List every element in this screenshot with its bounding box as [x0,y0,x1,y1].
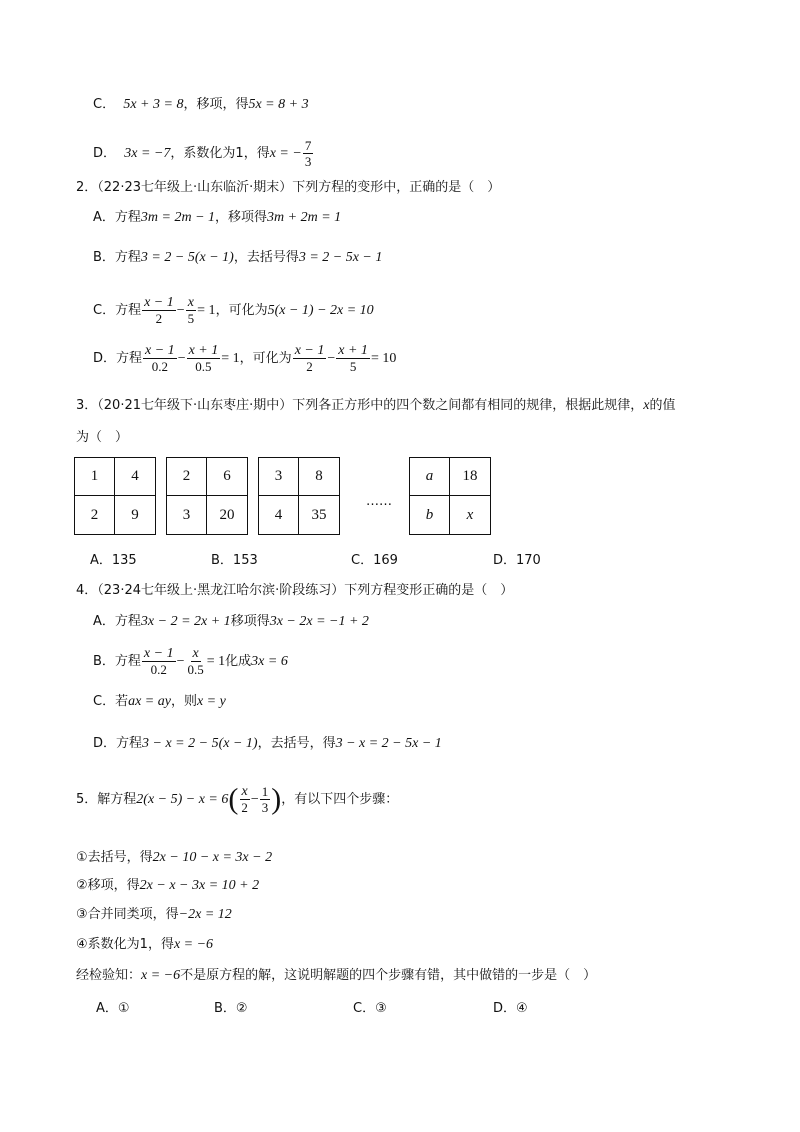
square-cell: 3 [259,458,299,496]
q4-option-b[interactable]: B．方程 $\frac{x - 1}{0.2}$ − $\frac{x}{0.5}$ = 1化成3x = 6 [93,646,288,677]
square-cell: 4 [115,458,155,496]
square-cell: 2 [75,496,115,534]
q5-option-d[interactable]: D．④ [493,1001,528,1016]
q3-square-3 [258,457,340,535]
q2-option-c[interactable]: C．方程 $\frac{x - 1}{2}$ − $\frac{x}{5}$ = 1，可化为5(x − 1) − 2x = 10 [93,295,374,326]
square-cell: b [410,496,450,534]
square-cell: a [410,458,450,496]
q3-stem-line1: 3．（20·21七年级下·山东枣庄·期中）下列各正方形中的四个数之间都有相同的规律，根据此规律，x的值 [76,398,676,413]
q5-stem: 5．解方程2(x − 5) − x = 6( $\frac{x}{2}$ − $\frac{1}{3}$ )，有以下四个步骤： [76,782,399,816]
square-cell: 6 [207,458,247,496]
square-cell: 1 [75,458,115,496]
q4-option-d[interactable]: D．方程3 − x = 2 − 5(x − 1)，去括号，得3 − x = 2 − 5x − 1 [93,736,442,751]
q5-step-2: ②移项，得2x − x − 3x = 10 + 2 [76,878,260,893]
q5-option-b[interactable]: B．② [214,1001,248,1016]
square-cell: 35 [311,506,327,523]
square-cell: 3 [167,496,207,534]
q5-option-a[interactable]: A．① [96,1001,130,1016]
q3-square-1 [74,457,156,535]
q1-d-fraction: $\frac{7}{3}$ [304,138,312,169]
q1-option-c[interactable]: C． 5x + 3 = 8，移项，得5x = 8 + 3 [93,97,309,112]
q4-option-c[interactable]: C．若ax = ay，则x = y [93,694,226,709]
q2-option-b[interactable]: B．方程3 = 2 − 5(x − 1)，去括号得3 = 2 − 5x − 1 [93,250,383,265]
q1-c-result: 5x = 8 + 3 [248,97,309,112]
q1-d-equation: 3x = −7 [124,146,171,161]
q5-step-4: ④系数化为1，得x = −6 [76,937,214,952]
q4-stem: 4．（23·24七年级上·黑龙江哈尔滨·阶段练习）下列方程变形正确的是（ ） [76,583,514,598]
q3-option-a[interactable]: A．135 [90,553,137,568]
square-cell: x [466,506,474,523]
square-cell: 20 [219,506,235,523]
q3-ellipsis: …… [366,494,392,509]
q3-option-b[interactable]: B．153 [211,553,258,568]
q2-stem: 2．（22·23七年级上·山东临沂·期末）下列方程的变形中，正确的是（ ） [76,180,501,195]
q1-option-d[interactable]: D． 3x = −7，系数化为1，得x = − $\frac{7}{3}$ [93,138,312,169]
q1-c-equation: 5x + 3 = 8 [123,97,184,112]
q2-option-a[interactable]: A．方程3m = 2m − 1，移项得3m + 2m = 1 [93,210,342,225]
q5-equation: 2(x − 5) − x = 6 [136,792,229,807]
square-cell: 9 [131,506,139,523]
q5-step-3: ③合并同类项，得−2x = 12 [76,907,232,922]
q3-square-2 [166,457,248,535]
q5-step-1: ①去括号，得2x − 10 − x = 3x − 2 [76,850,273,865]
square-cell: 4 [259,496,299,534]
square-cell: 8 [299,458,339,496]
q4-option-a[interactable]: A．方程3x − 2 = 2x + 1移项得3x − 2x = −1 + 2 [93,614,369,629]
q5-check: 经检验知：x = −6不是原方程的解，这说明解题的四个步骤有错，其中做错的一步是（ ） [76,968,597,983]
square-cell: 2 [167,458,207,496]
q2-option-d[interactable]: D．方程 $\frac{x - 1}{0.2}$ − $\frac{x + 1}{0.5}$ = 1，可化为 $\frac{x - 1}{2}$ − $\frac{x + 1}{5}$ = 10 [93,343,397,374]
q3-option-d[interactable]: D．170 [493,553,541,568]
q3-option-c[interactable]: C．169 [351,553,398,568]
q3-square-4 [409,457,491,535]
square-cell: 18 [450,458,490,496]
q5-option-c[interactable]: C．③ [353,1001,387,1016]
q3-stem-line2: 为（ ） [76,430,129,445]
